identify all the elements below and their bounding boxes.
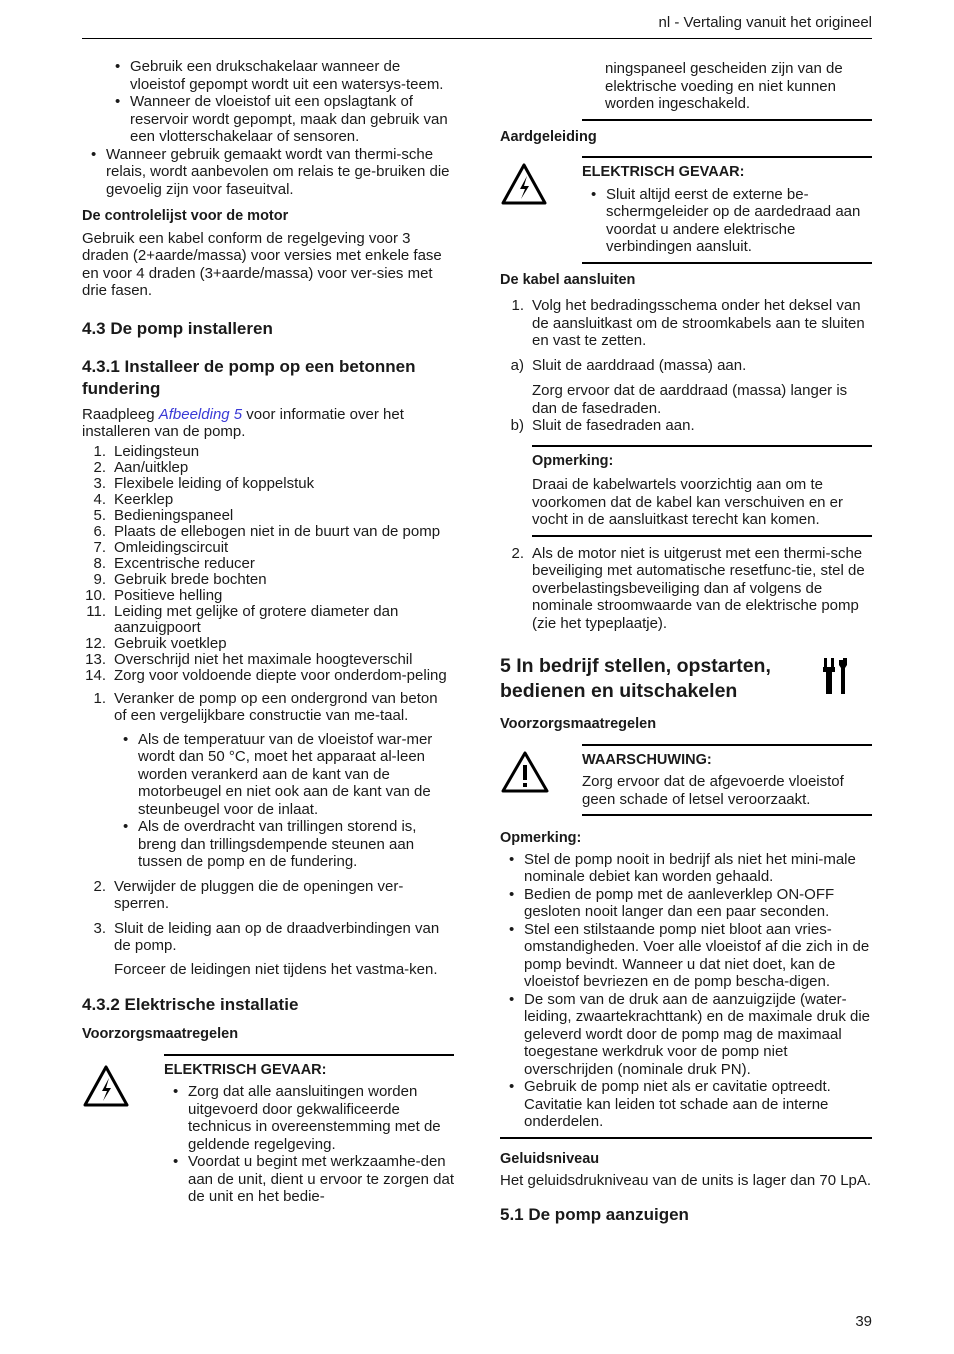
list-item: • Bedien de pomp met de aanleverklep ON-OFF gesloten nooit langer dan een paar seconden. <box>524 886 872 921</box>
list-item: 4. Keerklep <box>93 490 174 508</box>
list-item: 9. Gebruik brede bochten <box>93 570 267 588</box>
step-3: 3. Sluit de leiding aan op de draadverbindingen van de pomp. Forceer de leidingen niet tijdens het vastma-ken. <box>82 920 454 979</box>
step-2: 2. Verwijder de pluggen die de openingen ver-sperren. <box>93 877 404 912</box>
earth-danger-title: ELEKTRISCH GEVAAR: <box>582 164 745 180</box>
bullet-list <box>82 146 454 199</box>
figure-link[interactable]: Afbeelding 5 <box>158 405 243 423</box>
install-steps <box>82 690 454 979</box>
list-item: 13. Overschrijd niet het maximale hoogteverschil <box>85 650 413 668</box>
remark-title: Opmerking: <box>500 830 582 846</box>
electrical-hazard-icon <box>82 1064 130 1108</box>
header-title: nl - Vertaling vanuit het origineel <box>658 14 872 31</box>
list-item: 8. Excentrische reducer <box>93 554 255 572</box>
sub-step-b: b) Sluit de fasedraden aan. <box>510 417 695 434</box>
list-item: • Wanneer gebruik gemaakt wordt van thermi-sche relais, wordt aanbevolen om relais te ge-bruiken die gevoelig zijn voor faseuitval. <box>106 146 454 199</box>
list-item: • Zorg dat alle aansluitingen worden uitgevoerd door gekwalificeerde technicus in overeenstemming met de geldende regelgeving. <box>188 1083 454 1153</box>
danger-title: ELEKTRISCH GEVAAR: <box>164 1061 327 1078</box>
note-box <box>532 445 872 537</box>
cable-steps <box>500 297 872 435</box>
list-item: • Als de overdracht van trillingen storend is, breng dan trillingsdempende steunen aan tussen de pomp en de fundering. <box>138 818 454 871</box>
warning-callout <box>500 744 872 817</box>
list-item: 11. Leiding met gelijke of grotere diameter dan aanzuigpoort <box>86 602 399 636</box>
remark-bullets <box>500 851 872 1131</box>
cable-step-1: 1. Volg het bedradingsschema onder het deksel van de aansluitkast om de stroomkabels aan te sluiten en vast te zetten. <box>511 297 865 349</box>
warning-text: Zorg ervoor dat de afgevoerde vloeistof geen schade of letsel veroorzaakt. <box>582 773 844 808</box>
section-4-3-2-heading: 4.3.2 Elektrische installatie <box>82 995 299 1014</box>
sub-step-a: a) Sluit de aarddraad (massa) aan. Zorg ervoor dat de aarddraad (massa) langer is dan de fasedraden. <box>500 357 872 418</box>
ref-prefix: Raadpleeg <box>82 405 159 423</box>
continued-text: ningspaneel gescheiden zijn van de elektrische voeding en niet kunnen worden ingeschakeld. <box>605 60 843 112</box>
list-item: • Stel een stilstaande pomp niet bloot aan vries-omstandigheden. Voer alle vloeistof af die zich in de pomp bevindt. Wanneer u dat niet doet, kan de vloeistof bevriezen en de pomp bescha-digen. <box>524 921 872 991</box>
tools-icon <box>820 656 850 696</box>
noise-heading: Geluidsniveau <box>500 1150 600 1167</box>
section-5-1-heading: 5.1 De pomp aanzuigen <box>500 1204 689 1224</box>
step-1-bullets <box>114 731 454 871</box>
list-item: 14. Zorg voor voldoende diepte voor onderdom-peling <box>85 666 447 684</box>
cable-steps-cont <box>500 545 872 633</box>
precautions-heading-right: Voorzorgsmaatregelen <box>500 716 657 732</box>
danger-bullets <box>164 1083 454 1206</box>
left-column <box>82 58 454 1212</box>
list-item: 2. Aan/uitklep <box>93 458 189 476</box>
list-item: 10. Positieve helling <box>85 586 223 604</box>
note-title: Opmerking: <box>532 452 614 469</box>
section-5-block <box>500 654 872 704</box>
page-number: 39 <box>855 1313 872 1330</box>
danger-callout <box>82 1054 454 1212</box>
list-item: 7. Omleidingscircuit <box>93 538 229 556</box>
noise-text: Het geluidsdrukniveau van de units is lager dan 70 LpA. <box>500 1172 872 1189</box>
list-item: • De som van de druk aan de aanzuigzijde (water-leiding, zwaartekrachttank) en de maximale druk die geleverd wordt door de pomp mag de maximaal toegestane werkdruk voor de pomp niet overschrijden (nominale druk PN). <box>524 991 872 1079</box>
cable-step-2: 2. Als de motor niet is uitgerust met een thermi-sche beveiliging met automatische resetfunc-tie, stel de overbelastingsbeveiliging dan af volgens de nominale stroomwaarde van de elektrische pomp (zie het typeplaatje). <box>511 544 865 632</box>
list-item: 6. Plaats de ellebogen niet in de buurt van de pomp <box>93 522 441 540</box>
parts-list <box>82 444 454 684</box>
list-item: • Voordat u begint met werkzaamhe-den aan de unit, dient u ervoor te zorgen dat de unit en het bedie- <box>188 1153 454 1206</box>
motor-text: Gebruik een kabel conform de regelgeving voor 3 draden (2+aarde/massa) voor versies met enkele fase en voor 4 draden (3+aarde/massa) voor ver-sies met drie fasen. <box>82 229 442 299</box>
list-item: 5. Bedieningspaneel <box>93 506 234 524</box>
list-item: 3. Flexibele leiding of koppelstuk <box>93 474 315 492</box>
list-item: • Sluit altijd eerst de externe be-schermgeleider op de aardedraad aan voordat u andere elektrische verbindingen aansluit. <box>606 186 872 256</box>
remark-block <box>500 851 872 1139</box>
step-3-extra: Forceer de leidingen niet tijdens het vastma-ken. <box>114 960 438 978</box>
list-item: • Gebruik de pomp niet als er cavitatie optreedt. Cavitatie kan leiden tot schade aan de interne onderdelen. <box>524 1078 872 1131</box>
earth-danger-callout <box>500 156 872 264</box>
precautions-heading: Voorzorgsmaatregelen <box>82 1026 239 1042</box>
list-item: 12. Gebruik voetklep <box>85 634 227 652</box>
list-item: • Stel de pomp nooit in bedrijf als niet het mini-male nominale debiet kan worden gehaald. <box>524 851 872 886</box>
figure-reference <box>82 406 454 441</box>
step-1: 1. Veranker de pomp op een ondergrond van beton of een vergelijkbare constructie van me-taal. • Als de temperatuur van de vloeistof war-mer wordt dan 50 °C, moet het apparaat al-leen worden verankerd aan de kant van de motorbeugel en niet ook aan de kant van de steunbeugel voor de inlaat. • Als de overdracht van trillingen storend is, breng dan trillingsdempende steunen aan tussen de pomp en de fundering. <box>82 690 454 871</box>
section-4-3-heading: 4.3 De pomp installeren <box>82 318 273 338</box>
sub-bullet-list <box>106 58 454 146</box>
warning-title: WAARSCHUWING: <box>582 751 712 768</box>
header-rule <box>82 38 872 39</box>
list-item: 1. Leidingsteun <box>93 442 200 460</box>
ref-suffix: voor informatie over het installeren van de pomp. <box>82 405 404 440</box>
list-item: • Gebruik een drukschakelaar wanneer de vloeistof gepompt wordt uit een watersys-teem. <box>130 58 454 93</box>
note-text: Draai de kabelwartels voorzichtig aan om te voorkomen dat de kabel kan verschuiven en er vocht in de aansluitkast terecht kan komen. <box>532 476 844 528</box>
callout-end-rule <box>582 119 872 121</box>
earth-danger-bullets <box>582 186 872 256</box>
section-4-3-1-heading: 4.3.1 Installeer de pomp op een betonnen fundering <box>82 356 416 398</box>
section-5-heading: 5 In bedrijf stellen, opstarten, bedienen en uitschakelen <box>500 655 771 702</box>
earth-heading: Aardgeleiding <box>500 128 597 145</box>
motor-heading: De controlelijst voor de motor <box>82 208 289 224</box>
warning-icon <box>500 750 550 794</box>
sub-step-a-extra: Zorg ervoor dat de aarddraad (massa) langer is dan de fasedraden. <box>532 382 848 417</box>
list-item: • Als de temperatuur van de vloeistof war-mer wordt dan 50 °C, moet het apparaat al-leen worden verankerd aan de kant van de motorbeugel en niet ook aan de kant van de steunbeugel voor de inlaat. <box>138 731 454 819</box>
cable-heading: De kabel aansluiten <box>500 271 636 288</box>
electrical-hazard-icon <box>500 162 548 206</box>
right-column <box>500 58 872 1226</box>
list-item: • Wanneer de vloeistof uit een opslagtank of reservoir wordt gepompt, maak dan gebruik van een vlotterschakelaar of sensoren. <box>130 93 454 146</box>
